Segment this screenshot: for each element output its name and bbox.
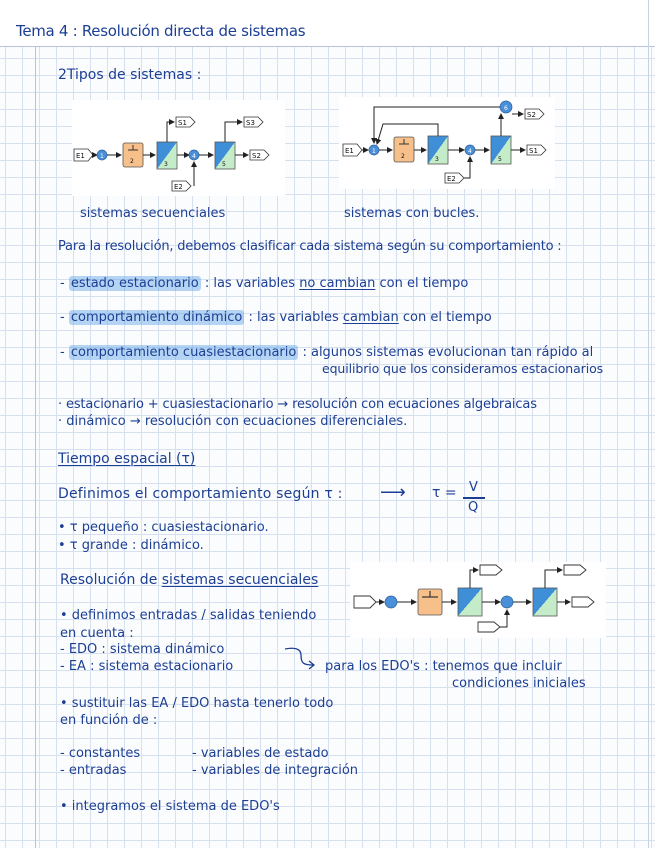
dash: - <box>60 310 65 325</box>
edo-note-line-2: condiciones iniciales <box>452 676 586 691</box>
svg-text:E2: E2 <box>174 183 183 191</box>
heading-prefix: Resolución de <box>60 572 158 588</box>
tau-small: • τ pequeño : cuasiestacionario. <box>58 520 269 535</box>
dash: - <box>60 345 65 360</box>
right-edge-rule <box>648 0 649 848</box>
sketch-input-2 <box>478 622 500 632</box>
dash: - <box>60 276 65 291</box>
svg-text:E2: E2 <box>447 175 456 183</box>
sep: : algunos sistemas evolucionan tan rápido al <box>302 345 594 360</box>
rest: con el tiempo <box>402 310 492 325</box>
caption-loops: sistemas con bucles. <box>344 206 480 221</box>
sketch-input <box>354 596 376 608</box>
list-variables-integracion: - variables de integración <box>192 763 359 778</box>
tau-denominator: Q <box>468 500 479 515</box>
resolution-line-2: · dinámico → resolución con ecuaciones diferenciales. <box>58 414 408 429</box>
tau-large: • τ grande : dinámico. <box>58 538 204 553</box>
svg-text:S3: S3 <box>246 119 255 127</box>
sustituir-line-2: en función de : <box>60 713 158 728</box>
svg-text:S1: S1 <box>529 147 538 155</box>
sketch-block-reactor-1 <box>458 588 482 616</box>
svg-text:3: 3 <box>164 161 168 168</box>
edo-line: - EDO : sistema dinámico <box>60 642 225 657</box>
title-rule <box>0 46 655 47</box>
sketch-node-2 <box>501 596 513 608</box>
input-e1-label: E1 <box>76 152 85 160</box>
sketch-output-3 <box>572 597 594 607</box>
key-no-cambian: no cambian <box>299 276 376 291</box>
margin-rule <box>35 46 36 848</box>
tiempo-definition: Definimos el comportamiento según τ : <box>58 486 343 502</box>
svg-text:1: 1 <box>372 148 376 155</box>
sep: : las variables <box>204 276 296 291</box>
secuencial-heading <box>60 573 318 587</box>
type-quasi-steady-line2: equilibrio que los consideramos estacionarios <box>322 361 604 376</box>
hook-arrow <box>283 645 317 675</box>
diagram-sequential <box>72 100 285 196</box>
term-steady-state: estado estacionario <box>70 276 199 291</box>
secuencial-line-2: en cuenta : <box>60 626 134 641</box>
classify-line: Para la resolución, debemos clasificar cada sistema según su comportamiento : <box>58 239 562 254</box>
tau-numerator: V <box>469 480 478 495</box>
page-title: Tema 4 : Resolución directa de sistemas <box>16 22 306 40</box>
integrate-line: • integramos el sistema de EDO's <box>60 799 280 814</box>
rest: con el tiempo <box>379 276 469 291</box>
type-dynamic <box>60 311 492 324</box>
sketch-block-reactor-2 <box>533 588 557 616</box>
svg-text:S1: S1 <box>178 119 187 127</box>
list-variables-estado: - variables de estado <box>192 746 329 761</box>
sep: : las variables <box>248 310 339 325</box>
tau-equation-lhs: τ = <box>432 485 457 501</box>
fraction-bar <box>463 497 485 499</box>
svg-text:2: 2 <box>401 153 405 160</box>
svg-text:1: 1 <box>100 153 104 160</box>
term-quasi-steady: comportamiento cuasiestacionario <box>70 345 297 360</box>
list-constantes: - constantes <box>60 746 141 761</box>
svg-text:S2: S2 <box>252 152 261 160</box>
type-quasi-steady <box>60 346 593 359</box>
input-e1 <box>74 149 93 161</box>
sustituir-line-1: • sustituir las EA / EDO hasta tenerlo todo <box>60 696 334 711</box>
ea-line: - EA : sistema estacionario <box>60 659 234 674</box>
svg-text:4: 4 <box>468 148 472 155</box>
svg-text:5: 5 <box>222 161 226 168</box>
svg-text:S2: S2 <box>527 111 536 119</box>
tiempo-arrow: ⟶ <box>380 482 406 503</box>
section-heading-tipos: 2Tipos de sistemas : <box>58 67 202 83</box>
tiempo-heading: Tiempo espacial (τ) <box>58 451 196 467</box>
sketch-node-1 <box>385 596 397 608</box>
sketch-output-1 <box>480 565 502 575</box>
svg-text:5: 5 <box>498 156 502 163</box>
term-dynamic: comportamiento dinámico <box>70 310 243 325</box>
diagram-loops <box>339 97 555 189</box>
svg-text:3: 3 <box>435 156 439 163</box>
secuencial-line-1: • definimos entradas / salidas teniendo <box>60 608 317 623</box>
edo-note-line-1: para los EDO's : tenemos que incluir <box>325 659 562 674</box>
heading-key: sistemas secuenciales <box>161 572 319 588</box>
svg-text:E1: E1 <box>345 147 354 155</box>
diagram-sequential-sketch <box>350 562 606 638</box>
list-entradas: - entradas <box>60 763 127 778</box>
type-steady-state <box>60 277 468 290</box>
svg-text:2: 2 <box>130 158 134 165</box>
svg-text:4: 4 <box>192 153 196 160</box>
key-cambian: cambian <box>342 310 399 325</box>
resolution-line-1: · estacionario + cuasiestacionario → resolución con ecuaciones algebraicas <box>58 397 537 412</box>
sketch-output-2 <box>564 565 586 575</box>
caption-sequential: sistemas secuenciales <box>80 206 226 221</box>
svg-text:6: 6 <box>504 105 508 112</box>
